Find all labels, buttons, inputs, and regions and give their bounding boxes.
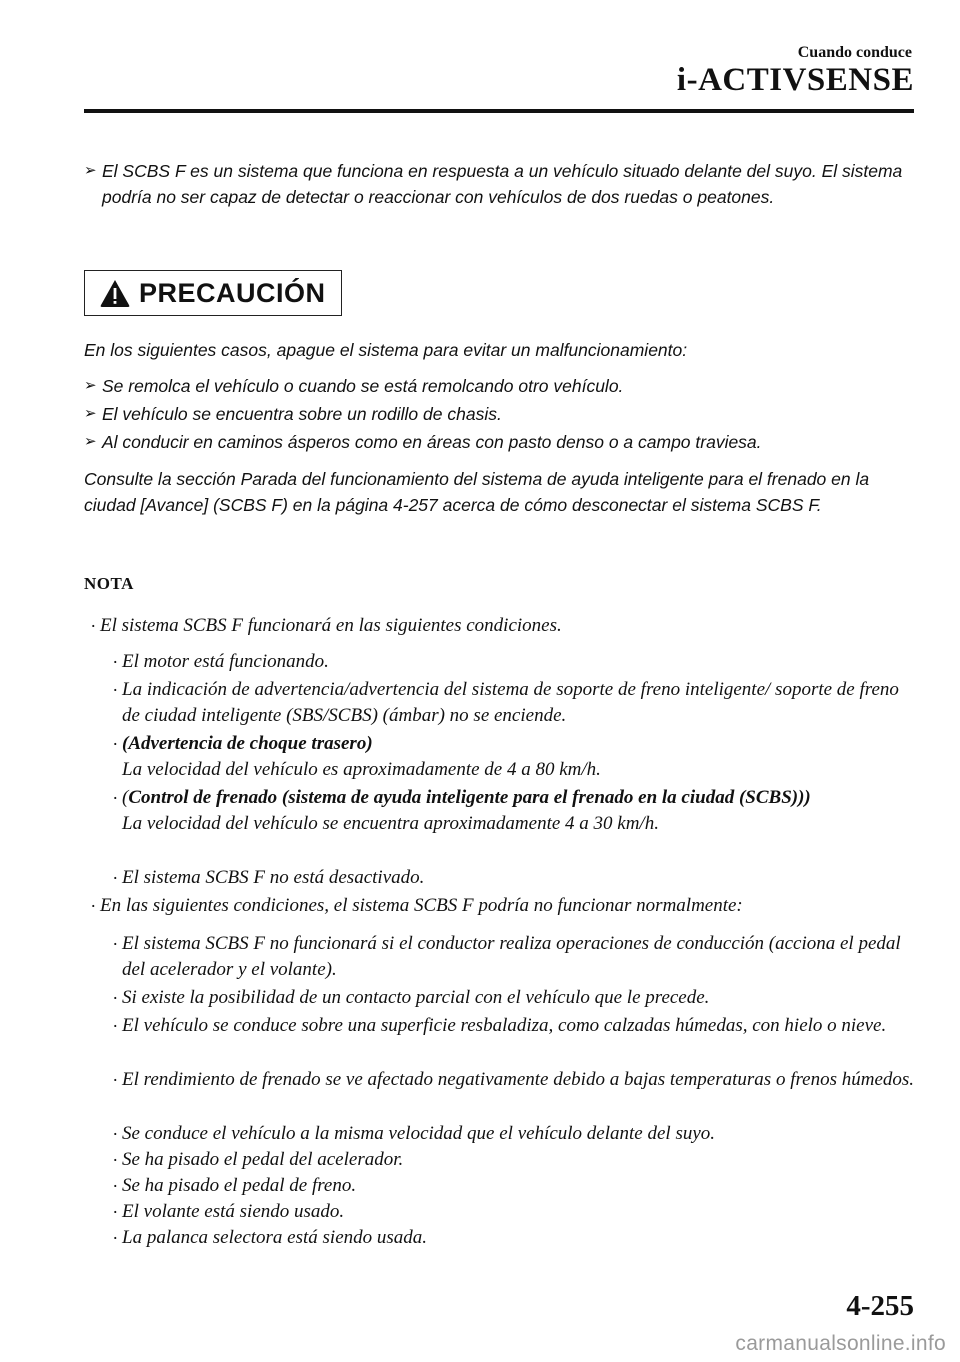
caution-label: PRECAUCIÓN (139, 277, 326, 308)
warning-triangle-icon (99, 278, 131, 308)
caution-item: ➢ El vehículo se encuentra sobre un rodillo de chasis. (84, 401, 916, 427)
note-subbullet: · La palanca selectora está siendo usada. (108, 1225, 916, 1251)
note-subbullet: · Se ha pisado el pedal del acelerador. (108, 1147, 916, 1173)
note-subbullet: · El sistema SCBS F no funcionará si el conductor realiza operaciones de conducción (acciona el pedal del acelerador y el volante). (108, 931, 916, 983)
note-subbullet: · (Advertencia de choque trasero) La velocidad del vehículo es aproximadamente de 4 a 80 km/h. (108, 731, 916, 783)
caution-reference: Consulte la sección Parada del funcionamiento del sistema de ayuda inteligente para el frenado en la ciudad [Avance] (SCBS F) en la página 4-257 acerca de cómo desconectar el sistema SCBS F. (84, 469, 870, 515)
chapter-title: i-ACTIVSENSE (676, 62, 914, 98)
dot-bullet-icon: · (90, 896, 96, 916)
header-rule (84, 109, 914, 113)
note-subbullet: · Se conduce el vehículo a la misma velocidad que el vehículo delante del suyo. (108, 1121, 916, 1147)
dot-bullet-icon: · (112, 680, 118, 700)
note-subbullet: · El sistema SCBS F no está desactivado. (108, 865, 916, 891)
note-subbullet: · Si existe la posibilidad de un contacto parcial con el vehículo que le precede. (108, 985, 916, 1011)
note-subbullet: · Se ha pisado el pedal de freno. (108, 1173, 916, 1199)
note-bullet: · En las siguientes condiciones, el sistema SCBS F podría no funcionar normalmente: (86, 893, 916, 919)
dot-bullet-icon: · (112, 868, 118, 888)
triangle-bullet-icon: ➢ (84, 405, 97, 422)
dot-bullet-icon: · (112, 734, 118, 754)
dot-bullet-icon: · (90, 616, 96, 636)
note-title: NOTA (84, 574, 134, 593)
subheading: Control de frenado (sistema de ayuda inteligente para el frenado en la ciudad (SCBS))) (128, 787, 811, 808)
dot-bullet-icon: · (112, 934, 118, 954)
dot-bullet-icon: · (112, 1202, 118, 1222)
triangle-bullet-icon: ➢ (84, 162, 97, 179)
watermark: carmanualsonline.info (735, 1332, 946, 1355)
dot-bullet-icon: · (112, 1150, 118, 1170)
dot-bullet-icon: · (112, 1124, 118, 1144)
caution-lead: En los siguientes casos, apague el sistema para evitar un malfuncionamiento: (84, 340, 688, 360)
dot-bullet-icon: · (112, 1016, 118, 1036)
note-subbullet: · El motor está funcionando. (108, 649, 916, 675)
dot-bullet-icon: · (112, 1228, 118, 1248)
dot-bullet-icon: · (112, 652, 118, 672)
caution-item: ➢ Al conducir en caminos ásperos como en áreas con pasto denso o a campo traviesa. (84, 429, 916, 455)
note-bullet: · El sistema SCBS F funcionará en las siguientes condiciones. (86, 613, 916, 639)
subheading: (Advertencia de choque trasero) (122, 733, 373, 754)
note-subbullet: · El volante está siendo usado. (108, 1199, 916, 1225)
caution-banner (84, 270, 342, 316)
page-number: 4-255 (846, 1290, 914, 1322)
dot-bullet-icon: · (112, 788, 118, 808)
triangle-bullet-icon: ➢ (84, 433, 97, 450)
dot-bullet-icon: · (112, 988, 118, 1008)
note-subbullet: · (Control de frenado (sistema de ayuda inteligente para el frenado en la ciudad (SCBS))) La velocidad del vehículo se encuentra aproximadamente 4 a 30 km/h. (108, 785, 916, 837)
note-subbullet: · La indicación de advertencia/advertencia del sistema de soporte de freno inteligente/ soporte de freno de ciudad inteligente (SBS/SCBS) (ámbar) no se enciende. (108, 677, 916, 729)
section-heading: Cuando conduce (797, 44, 912, 61)
intro-item: ➢ El SCBS F es un sistema que funciona en respuesta a un vehículo situado delante del suyo. El sistema podría no ser capaz de detectar o reaccionar con vehículos de dos ruedas o peatones. (84, 158, 916, 210)
dot-bullet-icon: · (112, 1176, 118, 1196)
triangle-bullet-icon: ➢ (84, 377, 97, 394)
note-subbullet: · El vehículo se conduce sobre una superficie resbaladiza, como calzadas húmedas, con hielo o nieve. (108, 1013, 916, 1039)
note-subbullet: · El rendimiento de frenado se ve afectado negativamente debido a bajas temperaturas o frenos húmedos. (108, 1067, 916, 1093)
dot-bullet-icon: · (112, 1070, 118, 1090)
caution-item: ➢ Se remolca el vehículo o cuando se está remolcando otro vehículo. (84, 373, 916, 399)
